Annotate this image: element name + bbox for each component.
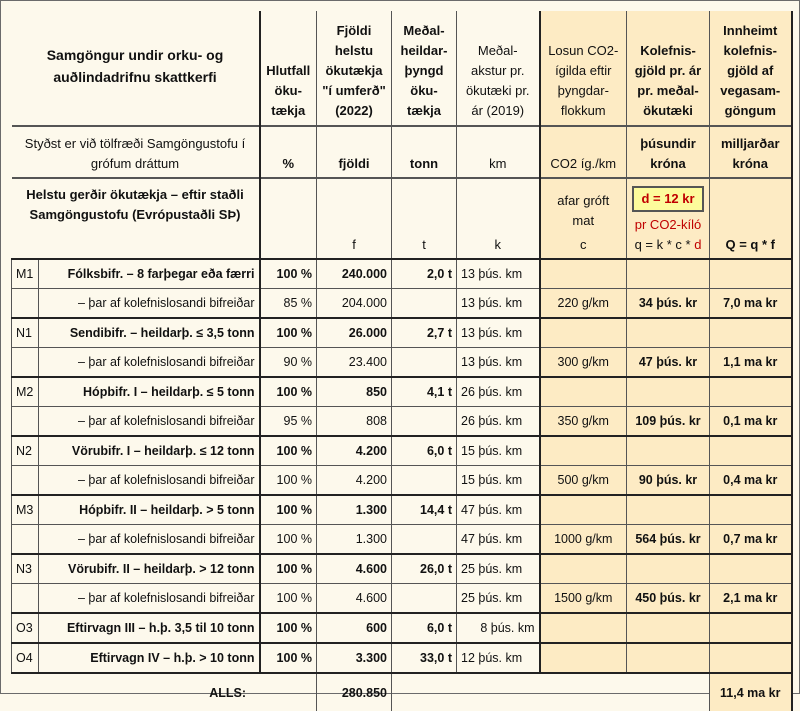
row-share: 100 % [260, 613, 317, 643]
table-row-n1-emitting [12, 348, 792, 378]
row-desc: – þar af kolefnislosandi bifreiðar [39, 525, 260, 555]
row-weight: 4,1 t [392, 377, 457, 407]
row-mileage: 15 þús. km [457, 466, 540, 496]
row-mileage: 47 þús. km [457, 525, 540, 555]
d-unit-label: pr CO2-kíló [634, 217, 702, 232]
row-mileage: 13 þús. km [457, 348, 540, 378]
row-weight [392, 584, 457, 614]
row-count: 1.300 [317, 525, 392, 555]
row-code: O3 [12, 613, 39, 643]
symbol-share [260, 178, 317, 259]
row-weight [392, 525, 457, 555]
row-mileage: 15 þús. km [457, 436, 540, 466]
row-share: 100 % [260, 318, 317, 348]
row-count: 600 [317, 613, 392, 643]
row-desc: – þar af kolefnislosandi bifreiðar [39, 584, 260, 614]
row-emission [540, 495, 627, 525]
symbol-emission-cell [540, 178, 627, 259]
row-desc: Fólksbifr. – 8 farþegar eða færri [39, 259, 260, 289]
symbol-emission: c [580, 237, 587, 252]
row-count: 1.300 [317, 495, 392, 525]
row-fee: 90 þús. kr [627, 466, 710, 496]
table-row-o3 [12, 613, 792, 643]
unit-fee-per-vehicle: þúsundir króna [627, 126, 710, 178]
row-desc: Vörubifr. I – heildarþ. ≤ 12 tonn [39, 436, 260, 466]
table-row-n3-emitting [12, 584, 792, 614]
totals-spacer [392, 673, 710, 711]
source-note: Styðst er við tölfræði Samgöngustofu í grófum dráttum [12, 126, 260, 178]
total-formula: Q = q * f [710, 178, 792, 259]
row-code: N2 [12, 436, 39, 466]
row-desc: Vörubifr. II – heildarþ. > 12 tonn [39, 554, 260, 584]
row-fee: 450 þús. kr [627, 584, 710, 614]
row-mileage: 13 þús. km [457, 289, 540, 319]
row-fee: 47 þús. kr [627, 348, 710, 378]
row-code [12, 584, 39, 614]
table-row-n2 [12, 436, 792, 466]
col-header-share: Hlutfall öku-tækja [260, 11, 317, 126]
row-mileage: 8 þús. km [457, 613, 540, 643]
row-code: M3 [12, 495, 39, 525]
row-share: 95 % [260, 407, 317, 437]
row-share: 100 % [260, 436, 317, 466]
row-emission: 1500 g/km [540, 584, 627, 614]
row-mileage: 25 þús. km [457, 584, 540, 614]
col-header-emission: Losun CO2-ígilda eftir þyngdar-flokkum [540, 11, 627, 126]
row-code: N3 [12, 554, 39, 584]
row-mileage: 26 þús. km [457, 407, 540, 437]
row-weight: 14,4 t [392, 495, 457, 525]
unit-count: fjöldi [317, 126, 392, 178]
row-code: O4 [12, 643, 39, 673]
row-fee: 109 þús. kr [627, 407, 710, 437]
row-desc: – þar af kolefnislosandi bifreiðar [39, 466, 260, 496]
row-count: 3.300 [317, 643, 392, 673]
row-fee: 34 þús. kr [627, 289, 710, 319]
row-fee [627, 554, 710, 584]
row-total [710, 643, 792, 673]
row-weight: 2,7 t [392, 318, 457, 348]
row-code [12, 289, 39, 319]
row-code [12, 407, 39, 437]
row-weight: 6,0 t [392, 613, 457, 643]
row-fee [627, 318, 710, 348]
totals-label: ALLS: [12, 673, 317, 711]
row-weight [392, 289, 457, 319]
row-emission [540, 554, 627, 584]
row-fee: 564 þús. kr [627, 525, 710, 555]
row-code [12, 466, 39, 496]
row-count: 240.000 [317, 259, 392, 289]
row-total: 2,1 ma kr [710, 584, 792, 614]
row-mileage: 47 þús. km [457, 495, 540, 525]
row-mileage: 25 þús. km [457, 554, 540, 584]
row-share: 100 % [260, 554, 317, 584]
row-share: 100 % [260, 377, 317, 407]
table-row-m1 [12, 259, 792, 289]
row-total [710, 436, 792, 466]
row-desc: – þar af kolefnislosandi bifreiðar [39, 348, 260, 378]
row-emission [540, 436, 627, 466]
row-weight: 6,0 t [392, 436, 457, 466]
row-share: 100 % [260, 525, 317, 555]
row-count: 4.600 [317, 584, 392, 614]
row-total [710, 495, 792, 525]
symbol-weight: t [392, 178, 457, 259]
row-emission: 1000 g/km [540, 525, 627, 555]
row-desc: Hópbifr. I – heildarþ. ≤ 5 tonn [39, 377, 260, 407]
row-total [710, 377, 792, 407]
row-share: 100 % [260, 495, 317, 525]
table-row-m3 [12, 495, 792, 525]
row-mileage: 26 þús. km [457, 377, 540, 407]
symbol-mileage: k [457, 178, 540, 259]
d-value-box: d = 12 kr [632, 186, 704, 212]
symbol-fee-cell [627, 178, 710, 259]
header-row [12, 11, 792, 126]
fee-formula-d: d [694, 237, 702, 252]
row-count: 204.000 [317, 289, 392, 319]
row-share: 85 % [260, 289, 317, 319]
row-total: 1,1 ma kr [710, 348, 792, 378]
carbon-fee-table [11, 11, 793, 711]
row-emission [540, 318, 627, 348]
col-header-count: Fjöldi helstu ökutækja "í umferð" (2022) [317, 11, 392, 126]
row-desc: – þar af kolefnislosandi bifreiðar [39, 289, 260, 319]
row-total: 0,7 ma kr [710, 525, 792, 555]
col-header-total-fee: Innheimt kolefnis-gjöld af vegasam-göngum [710, 11, 792, 126]
row-weight: 33,0 t [392, 643, 457, 673]
row-fee [627, 436, 710, 466]
fee-formula-prefix: q = k * c * [634, 237, 695, 252]
row-share: 100 % [260, 584, 317, 614]
unit-weight: tonn [392, 126, 457, 178]
row-emission [540, 377, 627, 407]
row-desc: Sendibifr. – heildarþ. ≤ 3,5 tonn [39, 318, 260, 348]
vehicle-types-subtitle: Helstu gerðir ökutækja – eftir staðli Samgöngustofu (Evrópustaðli SÞ) [12, 178, 260, 259]
row-code [12, 348, 39, 378]
row-share: 100 % [260, 466, 317, 496]
row-weight [392, 348, 457, 378]
table-row-o4 [12, 643, 792, 673]
row-total: 0,1 ma kr [710, 407, 792, 437]
row-weight [392, 407, 457, 437]
row-desc: Eftirvagn III – h.þ. 3,5 til 10 tonn [39, 613, 260, 643]
table-row-m3-emitting [12, 525, 792, 555]
row-count: 23.400 [317, 348, 392, 378]
col-header-weight: Meðal-heildar-þyngd öku-tækja [392, 11, 457, 126]
row-desc: Eftirvagn IV – h.þ. > 10 tonn [39, 643, 260, 673]
table-row-n2-emitting [12, 466, 792, 496]
table-row-m1-emitting [12, 289, 792, 319]
row-count: 4.200 [317, 466, 392, 496]
row-total [710, 318, 792, 348]
row-emission [540, 643, 627, 673]
emission-note: afar gróft mat [557, 193, 610, 228]
table-row-m2 [12, 377, 792, 407]
row-emission [540, 613, 627, 643]
row-total [710, 613, 792, 643]
row-count: 808 [317, 407, 392, 437]
row-emission: 300 g/km [540, 348, 627, 378]
table-row-n1 [12, 318, 792, 348]
row-code: M2 [12, 377, 39, 407]
row-code [12, 525, 39, 555]
row-mileage: 12 þús. km [457, 643, 540, 673]
row-total: 7,0 ma kr [710, 289, 792, 319]
row-emission: 500 g/km [540, 466, 627, 496]
row-weight: 26,0 t [392, 554, 457, 584]
table-title: Samgöngur undir orku- og auðlindadrifnu skattkerfi [46, 47, 224, 85]
units-row [12, 126, 792, 178]
row-fee [627, 643, 710, 673]
row-emission [540, 259, 627, 289]
row-fee [627, 259, 710, 289]
row-desc: – þar af kolefnislosandi bifreiðar [39, 407, 260, 437]
totals-row [12, 673, 792, 711]
col-header-fee-per-vehicle: Kolefnis-gjöld pr. ár pr. meðal-ökutæki [627, 11, 710, 126]
unit-mileage: km [457, 126, 540, 178]
row-mileage: 13 þús. km [457, 318, 540, 348]
row-fee [627, 495, 710, 525]
row-code: N1 [12, 318, 39, 348]
row-share: 100 % [260, 259, 317, 289]
row-weight: 2,0 t [392, 259, 457, 289]
row-fee [627, 377, 710, 407]
row-mileage: 13 þús. km [457, 259, 540, 289]
fee-formula [631, 235, 705, 255]
unit-emission: CO2 íg./km [540, 126, 627, 178]
row-total [710, 259, 792, 289]
unit-share: % [260, 126, 317, 178]
symbol-count: f [317, 178, 392, 259]
col-header-mileage: Meðal-akstur pr. ökutæki pr. ár (2019) [457, 11, 540, 126]
row-emission: 220 g/km [540, 289, 627, 319]
totals-count: 280.850 [317, 673, 392, 711]
row-share: 100 % [260, 643, 317, 673]
row-share: 90 % [260, 348, 317, 378]
table-row-n3 [12, 554, 792, 584]
row-total [710, 554, 792, 584]
row-count: 4.200 [317, 436, 392, 466]
row-count: 26.000 [317, 318, 392, 348]
row-desc: Hópbifr. II – heildarþ. > 5 tonn [39, 495, 260, 525]
row-weight [392, 466, 457, 496]
row-count: 4.600 [317, 554, 392, 584]
row-count: 850 [317, 377, 392, 407]
row-total: 0,4 ma kr [710, 466, 792, 496]
table-row-m2-emitting [12, 407, 792, 437]
totals-fee: 11,4 ma kr [710, 673, 792, 711]
symbols-row [12, 178, 792, 259]
unit-total-fee: milljarðar króna [710, 126, 792, 178]
row-fee [627, 613, 710, 643]
row-emission: 350 g/km [540, 407, 627, 437]
row-code: M1 [12, 259, 39, 289]
